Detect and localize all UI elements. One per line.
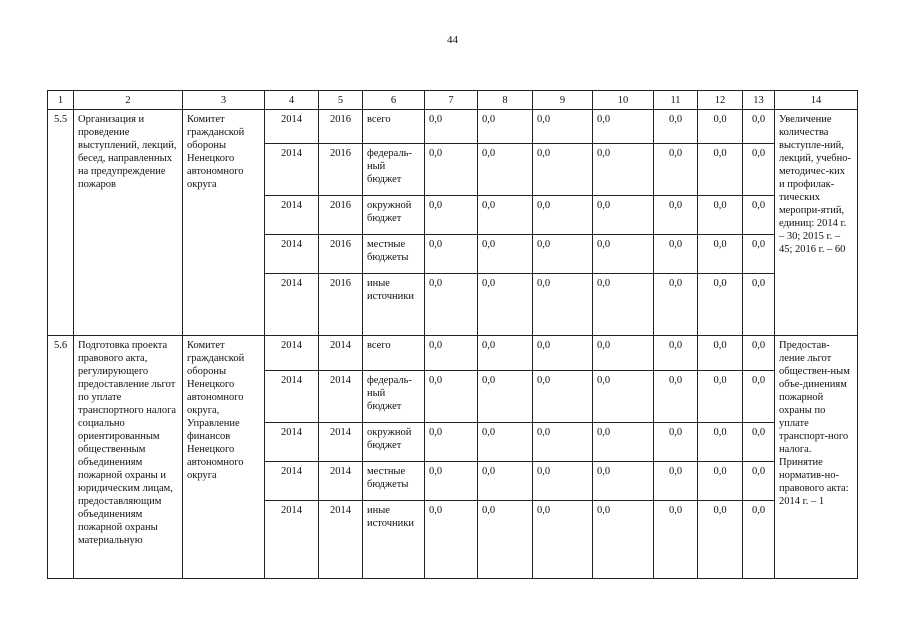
column-header: 6 — [363, 91, 425, 110]
column-header: 5 — [319, 91, 363, 110]
expected-result: Предостав-ление льгот обществен-ным объе-динениям пожарной охраны по уплате транспорт-ного налога. Принятие норматив-но-правового акта: 2014 г. – 1 — [775, 336, 858, 579]
funding-value: 0,0 — [743, 501, 775, 579]
end-year: 2016 — [319, 110, 363, 144]
end-year: 2014 — [319, 371, 363, 423]
funding-source: окружной бюджет — [363, 423, 425, 462]
funding-value: 0,0 — [698, 336, 743, 371]
funding-value: 0,0 — [425, 274, 478, 336]
end-year: 2016 — [319, 274, 363, 336]
funding-value: 0,0 — [698, 274, 743, 336]
funding-value: 0,0 — [743, 196, 775, 235]
funding-value: 0,0 — [743, 235, 775, 274]
column-header: 2 — [74, 91, 183, 110]
funding-source: местные бюджеты — [363, 462, 425, 501]
funding-value: 0,0 — [654, 462, 698, 501]
funding-value: 0,0 — [654, 144, 698, 196]
funding-value: 0,0 — [478, 144, 533, 196]
funding-value: 0,0 — [533, 501, 593, 579]
funding-value: 0,0 — [425, 235, 478, 274]
funding-value: 0,0 — [698, 371, 743, 423]
start-year: 2014 — [265, 144, 319, 196]
funding-value: 0,0 — [478, 501, 533, 579]
start-year: 2014 — [265, 235, 319, 274]
end-year: 2016 — [319, 235, 363, 274]
funding-value: 0,0 — [698, 144, 743, 196]
funding-value: 0,0 — [425, 110, 478, 144]
funding-value: 0,0 — [478, 462, 533, 501]
funding-value: 0,0 — [743, 371, 775, 423]
expected-result: Увеличение количества выступле-ний, лекций, учебно-методичес-ких и профилак-тических меропри-ятий, единиц: 2014 г. – 30; 2015 г. – 45; 2016 г. – 60 — [775, 110, 858, 336]
funding-value: 0,0 — [425, 423, 478, 462]
executor: Комитет гражданской обороны Ненецкого автономного округа — [183, 110, 265, 336]
funding-value: 0,0 — [478, 274, 533, 336]
funding-value: 0,0 — [654, 110, 698, 144]
funding-value: 0,0 — [698, 423, 743, 462]
end-year: 2014 — [319, 336, 363, 371]
funding-value: 0,0 — [425, 144, 478, 196]
funding-value: 0,0 — [533, 110, 593, 144]
funding-value: 0,0 — [743, 110, 775, 144]
funding-value: 0,0 — [743, 274, 775, 336]
funding-value: 0,0 — [654, 371, 698, 423]
funding-value: 0,0 — [478, 336, 533, 371]
funding-source: всего — [363, 110, 425, 144]
funding-value: 0,0 — [593, 501, 654, 579]
funding-source: местные бюджеты — [363, 235, 425, 274]
funding-value: 0,0 — [654, 274, 698, 336]
funding-value: 0,0 — [425, 501, 478, 579]
column-header: 7 — [425, 91, 478, 110]
funding-value: 0,0 — [654, 196, 698, 235]
funding-value: 0,0 — [478, 235, 533, 274]
page-number: 44 — [447, 34, 458, 46]
executor: Комитет гражданской обороны Ненецкого автономного округа, Управление финансов Ненецкого автономного округа — [183, 336, 265, 579]
funding-value: 0,0 — [478, 371, 533, 423]
column-header: 8 — [478, 91, 533, 110]
funding-value: 0,0 — [533, 274, 593, 336]
funding-value: 0,0 — [654, 423, 698, 462]
funding-value: 0,0 — [593, 462, 654, 501]
funding-value: 0,0 — [743, 423, 775, 462]
start-year: 2014 — [265, 501, 319, 579]
funding-value: 0,0 — [593, 336, 654, 371]
item-number: 5.6 — [48, 336, 74, 579]
funding-value: 0,0 — [654, 501, 698, 579]
funding-source: всего — [363, 336, 425, 371]
table-row — [48, 110, 858, 144]
column-header: 14 — [775, 91, 858, 110]
end-year: 2016 — [319, 144, 363, 196]
funding-value: 0,0 — [533, 235, 593, 274]
funding-value: 0,0 — [743, 462, 775, 501]
column-header: 12 — [698, 91, 743, 110]
funding-value: 0,0 — [425, 371, 478, 423]
funding-value: 0,0 — [533, 144, 593, 196]
end-year: 2016 — [319, 196, 363, 235]
funding-value: 0,0 — [593, 371, 654, 423]
column-header: 1 — [48, 91, 74, 110]
funding-source: иные источники — [363, 274, 425, 336]
funding-value: 0,0 — [593, 423, 654, 462]
funding-source: федераль-ный бюджет — [363, 371, 425, 423]
funding-source: федераль-ный бюджет — [363, 144, 425, 196]
funding-value: 0,0 — [593, 110, 654, 144]
activity-name: Подготовка проекта правового акта, регулирующего предоставление льгот по уплате транспортного налога социально ориентированным общественным объединениям пожарной охраны и юридическим лицам, предоставляющим объединениям пожарной охраны материальную — [74, 336, 183, 579]
funding-value: 0,0 — [593, 144, 654, 196]
funding-value: 0,0 — [533, 423, 593, 462]
funding-value: 0,0 — [478, 110, 533, 144]
funding-value: 0,0 — [533, 462, 593, 501]
funding-value: 0,0 — [698, 196, 743, 235]
funding-value: 0,0 — [698, 462, 743, 501]
funding-value: 0,0 — [425, 336, 478, 371]
activity-name: Организация и проведение выступлений, лекций, бесед, направленных на предупреждение пожаров — [74, 110, 183, 336]
start-year: 2014 — [265, 110, 319, 144]
column-number-row — [48, 91, 858, 110]
start-year: 2014 — [265, 196, 319, 235]
funding-value: 0,0 — [533, 371, 593, 423]
funding-value: 0,0 — [698, 110, 743, 144]
program-activities-table — [47, 90, 858, 579]
funding-value: 0,0 — [743, 336, 775, 371]
start-year: 2014 — [265, 336, 319, 371]
column-header: 13 — [743, 91, 775, 110]
funding-value: 0,0 — [654, 336, 698, 371]
funding-value: 0,0 — [743, 144, 775, 196]
funding-value: 0,0 — [425, 196, 478, 235]
funding-value: 0,0 — [654, 235, 698, 274]
funding-value: 0,0 — [593, 196, 654, 235]
column-header: 4 — [265, 91, 319, 110]
end-year: 2014 — [319, 462, 363, 501]
start-year: 2014 — [265, 274, 319, 336]
funding-value: 0,0 — [593, 274, 654, 336]
item-number: 5.5 — [48, 110, 74, 336]
start-year: 2014 — [265, 371, 319, 423]
start-year: 2014 — [265, 462, 319, 501]
funding-value: 0,0 — [593, 235, 654, 274]
funding-value: 0,0 — [533, 336, 593, 371]
funding-source: окружной бюджет — [363, 196, 425, 235]
table-row — [48, 336, 858, 371]
column-header: 3 — [183, 91, 265, 110]
funding-value: 0,0 — [478, 423, 533, 462]
funding-value: 0,0 — [698, 501, 743, 579]
funding-source: иные источники — [363, 501, 425, 579]
column-header: 9 — [533, 91, 593, 110]
start-year: 2014 — [265, 423, 319, 462]
funding-value: 0,0 — [478, 196, 533, 235]
funding-value: 0,0 — [698, 235, 743, 274]
end-year: 2014 — [319, 501, 363, 579]
end-year: 2014 — [319, 423, 363, 462]
column-header: 11 — [654, 91, 698, 110]
funding-value: 0,0 — [533, 196, 593, 235]
column-header: 10 — [593, 91, 654, 110]
funding-value: 0,0 — [425, 462, 478, 501]
